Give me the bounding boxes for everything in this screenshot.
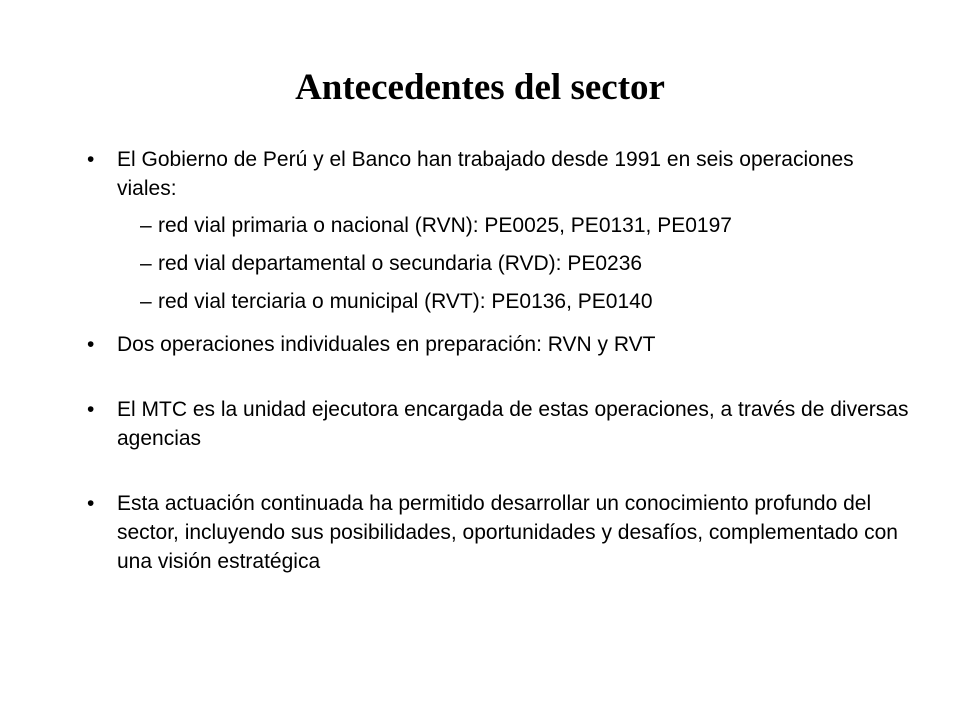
- bullet-text: Esta actuación continuada ha permitido desarrollar un conocimiento profundo del sector, incluyendo sus posibilidades, oportunidades y desafíos, complementado con una visión estratégica: [117, 492, 898, 573]
- sub-list: [80, 211, 910, 316]
- slide-body: [80, 145, 910, 576]
- dash-marker: –: [140, 252, 152, 275]
- bullet-item: [80, 395, 910, 453]
- bullet-item: [80, 489, 910, 576]
- bullet-text: El MTC es la unidad ejecutora encargada de estas operaciones, a través de diversas agencias: [117, 398, 909, 450]
- bullet-marker: •: [87, 333, 95, 356]
- sub-item: [80, 287, 910, 316]
- bullet-item: [80, 330, 910, 359]
- bullet-marker: •: [87, 148, 95, 171]
- sub-item-text: red vial terciaria o municipal (RVT): PE0136, PE0140: [158, 290, 653, 313]
- slide-title: Antecedentes del sector: [295, 67, 665, 108]
- bullet-marker: •: [87, 492, 95, 515]
- dash-marker: –: [140, 290, 152, 313]
- dash-marker: –: [140, 214, 152, 237]
- sub-item-text: red vial primaria o nacional (RVN): PE0025, PE0131, PE0197: [158, 214, 732, 237]
- sub-item: [80, 249, 910, 278]
- bullet-text: Dos operaciones individuales en preparación: RVN y RVT: [117, 333, 656, 356]
- bullet-item: [80, 145, 910, 203]
- sub-item: [80, 211, 910, 240]
- bullet-text: El Gobierno de Perú y el Banco han trabajado desde 1991 en seis operaciones viales:: [117, 148, 854, 200]
- sub-item-text: red vial departamental o secundaria (RVD): PE0236: [158, 252, 643, 275]
- bullet-marker: •: [87, 398, 95, 421]
